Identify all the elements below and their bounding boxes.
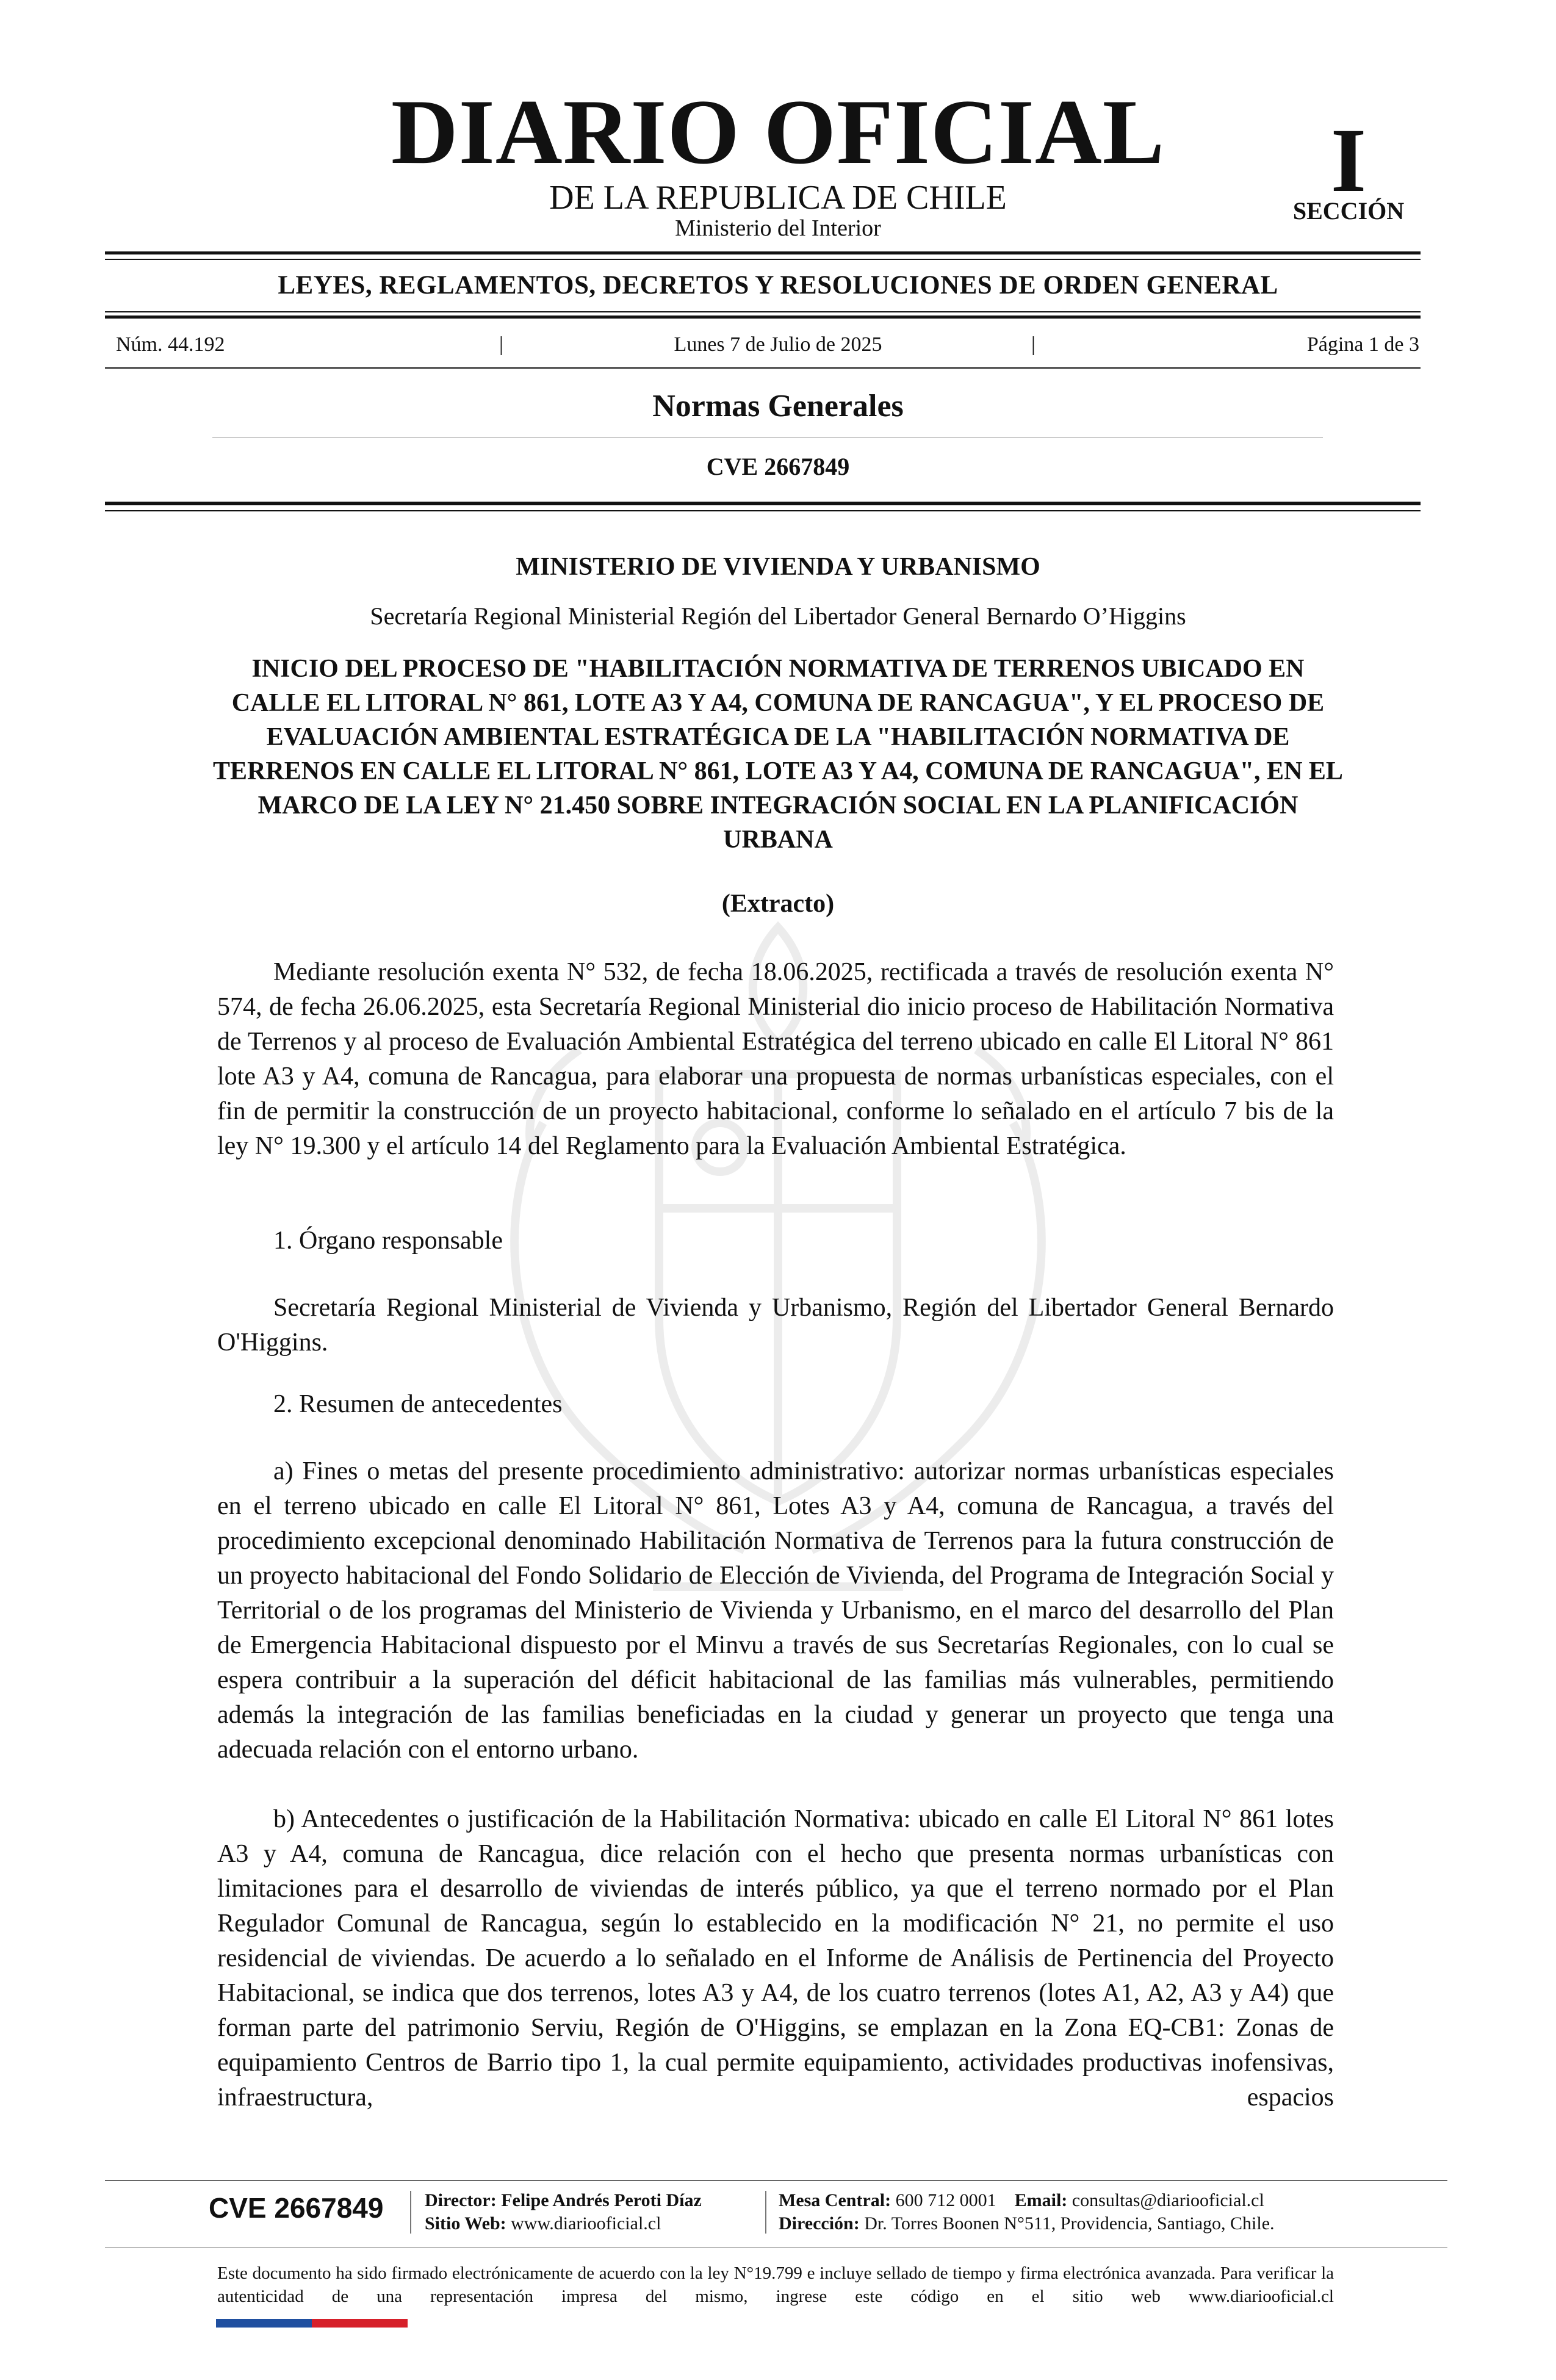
issuing-office: Secretaría Regional Ministerial Región del Libertador General Bernardo O’Higgins (370, 602, 1186, 630)
section-heading: Normas Generales (652, 389, 904, 424)
masthead-title: DIARIO OFICIAL (391, 81, 1165, 183)
item-2a-text: a) Fines o metas del presente procedimiento administrativo: autorizar normas urbanísticas especiales en el terreno ubicado en calle El Litoral N° 861, Lotes A3 y A4, comuna de Rancagua, a través del procedimiento excepcional denominado Habilitación Normativa de Terrenos para la futura construcción de un proyecto habitacional del Fondo Solidario de Elección de Vivienda, del Programa de Integración Social y Territorial o de los programas del Ministerio de Vivienda y Urbanismo, en el marco del desarrollo del Plan de Emergencia Habitacional dispuesto por el Minvu a través de sus Secretarías Regionales, con lo cual se espera contribuir a la superación del déficit habitacional de las familias más vulnerables, permitiendo además la integración de las familias beneficiadas en la ciudad y generar un proyecto que tenga una adecuada relación con el entorno urbano. (217, 1457, 1334, 1764)
website-link[interactable]: www.diariooficial.cl (511, 2213, 661, 2234)
issue-number: Núm. 44.192 (116, 333, 225, 356)
rule-cve-thick (105, 502, 1421, 505)
section-numeral: I (1330, 110, 1367, 211)
section-label: SECCIÓN (1292, 197, 1405, 225)
masthead-ministry: Ministerio del Interior (675, 215, 881, 241)
masthead-subtitle: DE LA REPUBLICA DE CHILE (549, 179, 1007, 217)
rule-top-thin (105, 259, 1421, 260)
flag-red-segment (312, 2319, 408, 2328)
footer-rule-light (105, 2247, 1447, 2248)
item-1-text: Secretaría Regional Ministerial de Vivienda y Urbanismo, Región del Libertador General Bernardo O'Higgins. (217, 1294, 1334, 1357)
rule-category-thin (105, 311, 1421, 312)
footer-disclaimer: Este documento ha sido firmado electrónicamente de acuerdo con la ley N°19.799 e incluye sellado de tiempo y firma electrónica avanzada. Para verificar la autenticidad de una representación impresa del mismo, ingrese este código en el sitio web www.diariooficial.cl (217, 2263, 1334, 2306)
info-separator: | (499, 333, 503, 356)
email-link[interactable]: consultas@diariooficial.cl (1072, 2190, 1264, 2210)
rule-section-light (212, 437, 1323, 438)
rule-category-thick (105, 316, 1421, 319)
issuing-ministry: MINISTERIO DE VIVIENDA Y URBANISMO (516, 553, 1040, 581)
footer-contact: Mesa Central: 600 712 0001 Email: consultas@diariooficial.cl (779, 2190, 1264, 2210)
footer-divider (765, 2191, 766, 2234)
footer-director: Director: Felipe Andrés Peroti Díaz (425, 2190, 702, 2210)
footer-website: Sitio Web: www.diariooficial.cl (425, 2213, 661, 2234)
intro-paragraph: Mediante resolución exenta N° 532, de fecha 18.06.2025, rectificada a través de resolución exenta N° 574, de fecha 26.06.2025, esta Secretaría Regional Ministerial dio inicio proceso de Habilitación Normativa de Terrenos y al proceso de Evaluación Ambiental Estratégica del terreno ubicado en calle El Litoral N° 861 lote A3 y A4, comuna de Rancagua, para elaborar una propuesta de normas urbanísticas especiales, con el fin de permitir la construcción de un proyecto habitacional, conforme lo señalado en el artículo 7 bis de la ley N° 19.300 y el artículo 14 del Reglamento para la Evaluación Ambiental Estratégica. (217, 958, 1334, 1160)
info-separator: | (1031, 333, 1036, 356)
footer-divider (410, 2191, 411, 2234)
footer-address: Dirección: Dr. Torres Boonen N°511, Providencia, Santiago, Chile. (779, 2213, 1275, 2234)
flag-color-bar (216, 2319, 408, 2328)
document-title: INICIO DEL PROCESO DE "HABILITACIÓN NORMATIVA DE TERRENOS UBICADO EN CALLE EL LITORAL N° 861, LOTE A3 Y A4, COMUNA DE RANCAGUA", Y EL PROCESO DE EVALUACIÓN AMBIENTAL ESTRATÉGICA DE LA "HABILITACIÓN NORMATIVA DE TERRENOS EN CALLE EL LITORAL N° 861, LOTE A3 Y A4, COMUNA DE RANCAGUA", EN EL MARCO DE LA LEY N° 21.450 SOBRE INTEGRACIÓN SOCIAL EN LA PLANIFICACIÓN URBANA (213, 655, 1343, 854)
item-2b-text: b) Antecedentes o justificación de la Habilitación Normativa: ubicado en calle El Litoral N° 861 lotes A3 y A4, comuna de Rancagua, dice relación con el hecho que presenta normas urbanísticas con limitaciones para el desarrollo de viviendas de interés público, ya que el terreno normado por el Plan Regulador Comunal de Rancagua, según lo establecido en la modificación N° 21, no permite el uso residencial de viviendas. De acuerdo a lo señalado en el Informe de Análisis de Pertinencia del Proyecto Habitacional, se indica que dos terrenos, lotes A3 y A4, de los cuatro terrenos (lotes A1, A2, A3 y A4) que forman parte del patrimonio Serviu, Región de O'Higgins, se emplazan en la Zona EQ-CB1: Zonas de equipamiento Centros de Barrio tipo 1, la cual permite equipamiento, actividades productivas inofensivas, infraestructura, espacios (217, 1805, 1334, 2111)
page-indicator: Página 1 de 3 (1306, 333, 1419, 356)
flag-blue-segment (216, 2319, 312, 2328)
extract-label: (Extracto) (721, 890, 835, 918)
footer-rule (105, 2180, 1447, 2181)
cve-code: CVE 2667849 (706, 453, 850, 480)
item-1-heading: 1. Órgano responsable (273, 1227, 503, 1255)
category-heading: LEYES, REGLAMENTOS, DECRETOS Y RESOLUCIONES DE ORDEN GENERAL (278, 271, 1278, 300)
rule-info-bottom (105, 367, 1421, 369)
rule-top-thick (105, 251, 1421, 254)
footer-cve: CVE 2667849 (209, 2192, 384, 2224)
item-2-heading: 2. Resumen de antecedentes (273, 1390, 563, 1418)
rule-cve-thin (105, 510, 1421, 511)
issue-date: Lunes 7 de Julio de 2025 (674, 333, 882, 356)
